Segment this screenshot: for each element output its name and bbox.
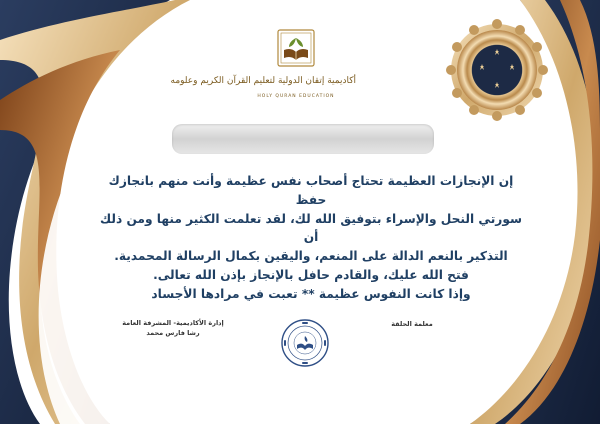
body-line: إن الإنجازات العظيمة تحتاج أصحاب نفس عظيمة وأنت منهم بانجازك حفظ — [108, 174, 514, 207]
seal-medallion — [446, 19, 548, 121]
academy-english-tag: HOLY QURAN EDUCATION — [257, 94, 335, 99]
official-stamp-icon — [280, 318, 330, 368]
admin-title: إدارة الأكاديمية- المشرفة العامة — [122, 319, 224, 327]
admin-name: رشا فارس محمد — [146, 329, 200, 337]
teacher-title: معلمة الحلقة — [391, 320, 433, 328]
quran-book-icon — [276, 28, 316, 68]
academy-logo — [170, 24, 356, 104]
recipient-name-field — [172, 124, 434, 154]
body-line: التذكير بالنعم الدالة على المنعم، واليقين بكمال الرسالة المحمدية. — [114, 249, 508, 264]
certificate-body — [96, 172, 526, 304]
academy-arabic-name: أكاديمية إتقان الدولية لتعليم القرآن الكريم وعلومه — [170, 76, 356, 86]
body-line: فتح الله عليك، والقادم حافل بالإنجاز بإذن الله تعالى. — [153, 267, 469, 282]
admin-signature — [118, 318, 228, 338]
body-line: وإذا كانت النفوس عظيمة ** تعبت في مرادها الأجساد — [151, 286, 471, 301]
teacher-signature — [360, 320, 464, 328]
body-line: سورتي النحل والإسراء بتوفيق الله لك، لقد تعلمت الكثير منها ومن ذلك أن — [100, 211, 522, 245]
